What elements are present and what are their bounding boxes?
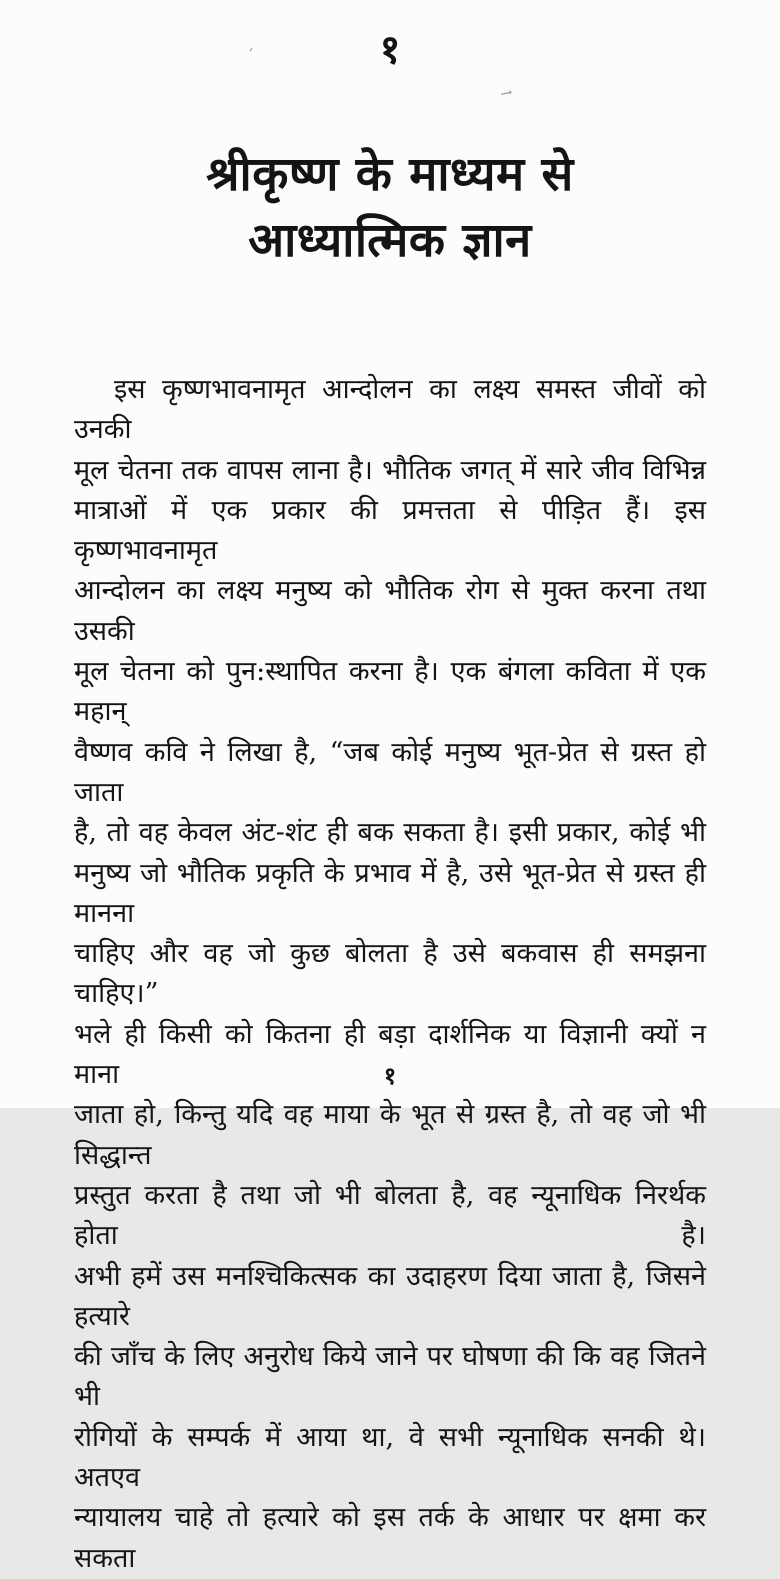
scan-artifact-mark: ʻ [246, 45, 254, 63]
body-line: भले ही किसी को कितना ही बड़ा दार्शनिक या विज्ञानी क्यों न माना [74, 1018, 706, 1091]
body-line: है, तो वह केवल अंट-शंट ही बक सकता है। इसी प्रकार, कोई भी [74, 817, 706, 849]
body-line: आन्दोलन का लक्ष्य मनुष्य को भौतिक रोग से मुक्त करना तथा उसकी [74, 575, 706, 647]
chapter-title-line2: आध्यात्मिक ज्ञान [248, 213, 532, 268]
chapter-title [0, 142, 780, 274]
body-line: जाता हो, किन्तु यदि वह माया के भूत से ग्रस्त है, तो वह जो भी सिद्धान्त [74, 1099, 706, 1171]
body-line: प्रस्तुत करता है तथा जो भी बोलता है, वह न्यूनाधिक निरर्थक होता है। [74, 1179, 706, 1252]
body-line: इस कृष्णभावनामृत आन्दोलन का लक्ष्य समस्त जीवों को उनकी [74, 374, 706, 446]
body-line: मनुष्य जो भौतिक प्रकृति के प्रभाव में है, उसे भूत-प्रेत से ग्रस्त ही मानना [74, 857, 706, 929]
body-line: अभी हमें उस मनश्चिकित्सक का उदाहरण दिया जाता है, जिसने हत्यारे [74, 1260, 706, 1332]
body-line: न्यायालय चाहे तो हत्यारे को इस तर्क के आधार पर क्षमा कर सकता [74, 1502, 706, 1574]
body-line: की जाँच के लिए अनुरोध किये जाने पर घोषणा की कि वह जितने भी [74, 1341, 706, 1413]
page-number: १ [383, 1061, 397, 1090]
body-line: रोगियों के सम्पर्क में आया था, वे सभी न्यूनाधिक सनकी थे। अतएव [74, 1421, 706, 1494]
body-line: मूल चेतना को पुन:स्थापित करना है। एक बंगला कविता में एक महान् [74, 656, 706, 728]
body-paragraph [74, 370, 706, 1579]
scan-artifact-arrow: → [498, 82, 515, 104]
body-line: वैष्णव कवि ने लिखा है, “जब कोई मनुष्य भूत-प्रेत से ग्रस्त हो जाता [74, 736, 706, 808]
body-line: चाहिए और वह जो कुछ बोलता है उसे बकवास ही समझना चाहिए।” [74, 938, 706, 1010]
chapter-number: १ [379, 26, 401, 73]
body-line: मात्राओं में एक प्रकार की प्रमत्तता से पीड़ित हैं। इस कृष्णभावनामृत [74, 494, 706, 567]
body-line: मूल चेतना तक वापस लाना है। भौतिक जगत् में सारे जीव विभिन्न [74, 454, 706, 486]
chapter-title-line1: श्रीकृष्ण के माध्यम से [206, 147, 574, 202]
